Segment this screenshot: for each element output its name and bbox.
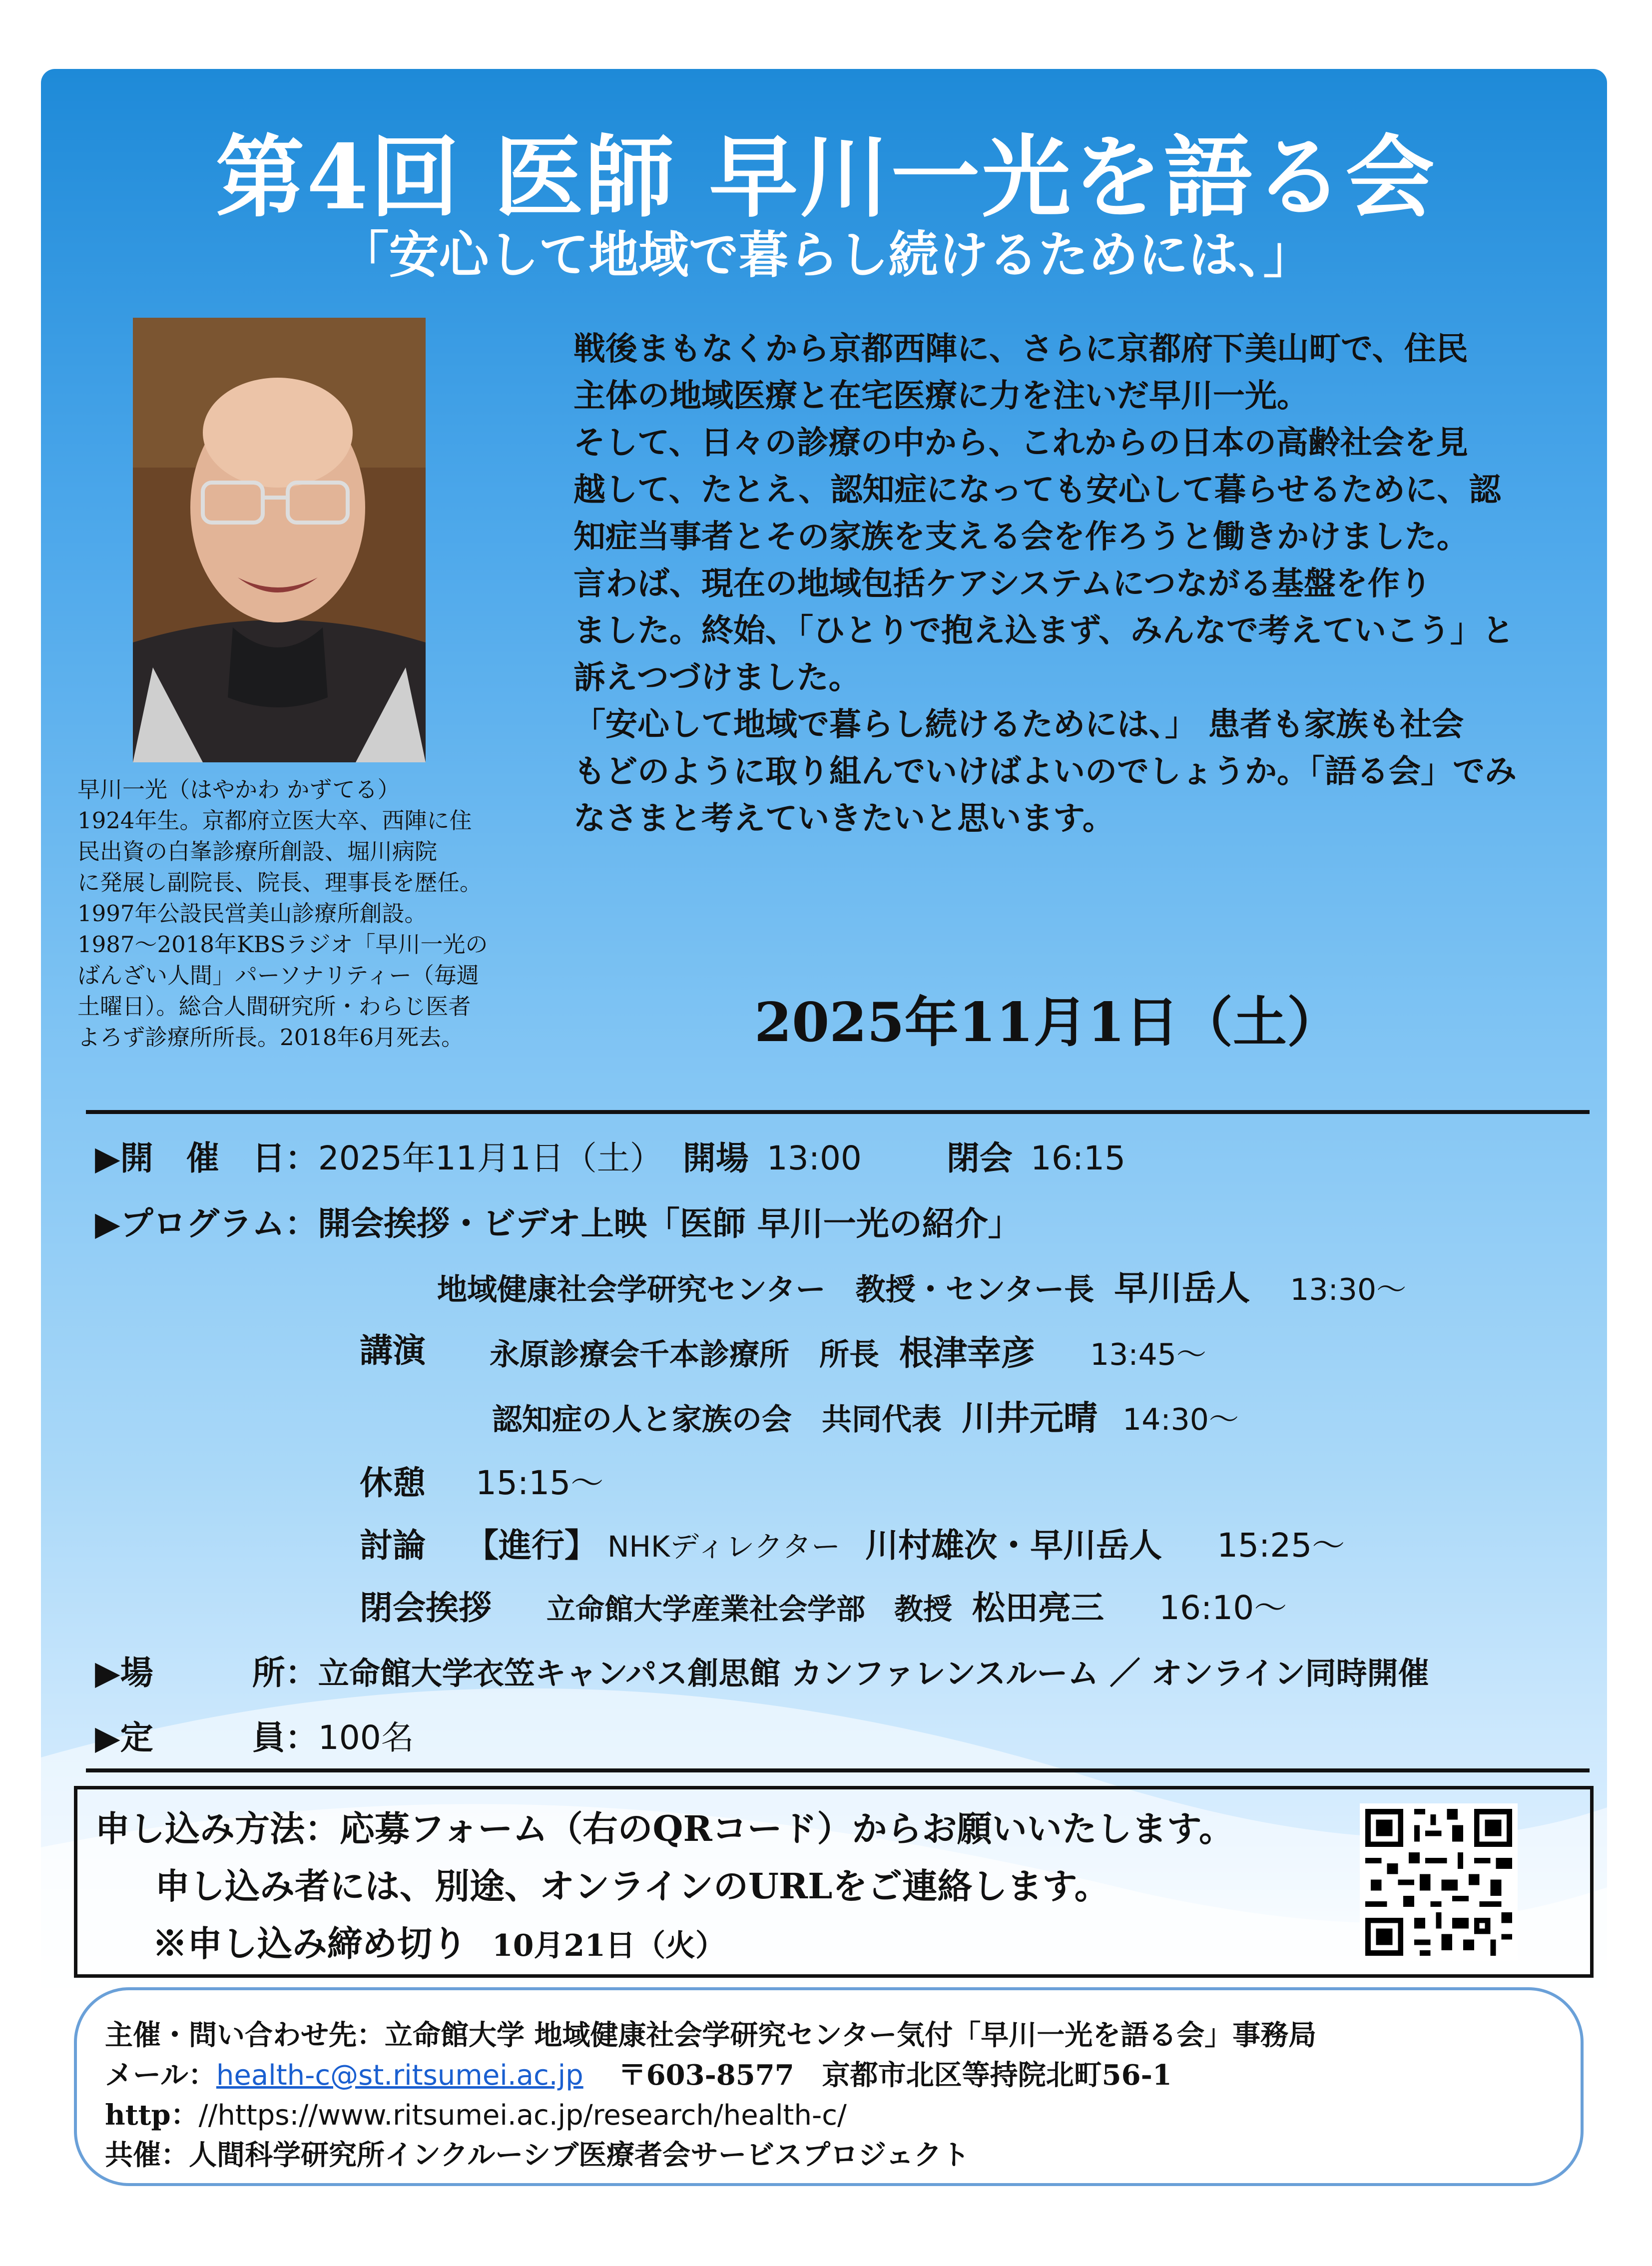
date-value: 2025年11月1日（土） bbox=[318, 1139, 663, 1177]
discussion-role: 【進行】 bbox=[466, 1526, 597, 1565]
deadline-label: ※申し込み締め切り bbox=[152, 1923, 467, 1964]
closing-org: 立命館大学産業社会学部 教授 bbox=[547, 1592, 953, 1626]
cohost-line bbox=[105, 2133, 970, 2173]
capacity-row bbox=[95, 1711, 414, 1758]
deadline-line bbox=[152, 1916, 725, 1966]
caption-line: 土曜日）。総合人間研究所・わらじ医者 bbox=[77, 993, 471, 1020]
apply-method-line bbox=[95, 1801, 1234, 1851]
lead-line: ました。終始、「ひとりで抱え込まず、みんなで考えていこう」と bbox=[573, 612, 1514, 649]
qr-code-icon[interactable] bbox=[1360, 1803, 1518, 1961]
speaker-row bbox=[437, 1261, 1406, 1310]
speaker-time: 13:30～ bbox=[1290, 1272, 1407, 1307]
caption-line: 1987～2018年KBSラジオ「早川一光の bbox=[77, 931, 488, 958]
lead-line: 「安心して地域で暮らし続けるためには、」 患者も家族も社会 bbox=[573, 706, 1464, 743]
apply-url-note: 申し込み者には、別途、オンラインのURLをご連絡します。 bbox=[155, 1865, 1109, 1907]
speaker-name: 根津幸彦 bbox=[899, 1333, 1036, 1373]
divider-top bbox=[86, 1110, 1590, 1114]
capacity-value: 100名 bbox=[318, 1718, 414, 1757]
lecture-label: 講演 bbox=[360, 1331, 426, 1370]
lead-line: 戦後まもなくから京都西陣に、さらに京都府下美山町で、住民 bbox=[573, 330, 1468, 368]
caption-line: ばんざい人間」パーソナリティー（毎週 bbox=[77, 962, 479, 989]
speaker-time: 14:30～ bbox=[1122, 1402, 1239, 1437]
website-url[interactable]: //https://www.ritsumei.ac.jp/research/health-c/ bbox=[198, 2099, 847, 2132]
venue-label: ▶場 所： bbox=[95, 1653, 318, 1692]
speaker-org: 永原診療会千本診療所 所長 bbox=[490, 1337, 879, 1372]
discussion-row bbox=[360, 1519, 1345, 1566]
speaker-name: 早川岳人 bbox=[1114, 1268, 1250, 1308]
speaker-org: 地域健康社会学研究センター 教授・センター長 bbox=[437, 1272, 1095, 1307]
organizer-line bbox=[105, 2013, 1316, 2053]
lead-line: 越して、たとえ、認知症になっても安心して暮らせるために、認 bbox=[573, 471, 1501, 509]
discussion-time: 15:25～ bbox=[1217, 1526, 1345, 1565]
close-label: 閉会 bbox=[946, 1138, 1013, 1177]
http-label: http： bbox=[105, 2099, 199, 2132]
portrait-photo bbox=[133, 318, 426, 762]
date-row bbox=[95, 1132, 1125, 1179]
capacity-label: ▶定 員： bbox=[95, 1718, 318, 1757]
lead-line: 知症当事者とその家族を支える会を作ろうと働きかけました。 bbox=[573, 518, 1469, 556]
speaker-org: 認知症の人と家族の会 共同代表 bbox=[492, 1402, 942, 1437]
open-label: 開場 bbox=[682, 1138, 749, 1177]
organizer-value: 立命館大学 地域健康社会学研究センター気付「早川一光を語る会」事務局 bbox=[385, 2019, 1317, 2052]
lead-line: 主体の地域医療と在宅医療に力を注いだ早川一光。 bbox=[573, 377, 1309, 415]
discussion-names: 川村雄次・早川岳人 bbox=[865, 1526, 1162, 1565]
caption-line: に発展し副院長、院長、理事長を歴任。 bbox=[77, 869, 483, 896]
caption-line: 民出資の白峯診療所創設、堀川病院 bbox=[77, 838, 438, 865]
open-time: 13:00 bbox=[766, 1139, 862, 1177]
cohost-label: 共催： bbox=[105, 2139, 189, 2172]
mail-line bbox=[105, 2053, 1172, 2093]
speaker-row bbox=[490, 1326, 1206, 1375]
page-subtitle: 「安心して地域で暮らし続けるためには、」 bbox=[339, 225, 1313, 284]
close-time: 16:15 bbox=[1030, 1139, 1126, 1177]
lead-line: 訴えつづけました。 bbox=[573, 659, 861, 696]
lead-line: 言わば、現在の地域包括ケアシステムにつながる基盤を作り bbox=[573, 565, 1432, 602]
program-label: ▶プログラム： bbox=[95, 1204, 318, 1243]
discussion-label: 討論 bbox=[360, 1526, 426, 1565]
break-row bbox=[360, 1456, 603, 1504]
speaker-time: 13:45～ bbox=[1090, 1337, 1206, 1372]
caption-line: よろず診療所所長。2018年6月死去。 bbox=[77, 1024, 464, 1051]
closing-row bbox=[360, 1581, 1287, 1629]
closing-time: 16:10～ bbox=[1159, 1589, 1287, 1627]
apply-method-label: 申し込み方法： bbox=[95, 1808, 340, 1849]
break-label: 休憩 bbox=[360, 1463, 426, 1502]
venue-row bbox=[95, 1646, 1429, 1694]
venue-value: 立命館大学衣笠キャンパス創思館 カンファレンスルーム ／ オンライン同時開催 bbox=[318, 1655, 1429, 1692]
event-date-heading: 2025年11月1日（土） bbox=[754, 991, 1341, 1054]
break-time: 15:15～ bbox=[476, 1464, 604, 1502]
lead-text bbox=[573, 326, 1517, 842]
discussion-org: NHKディレクター bbox=[607, 1530, 841, 1564]
closing-name: 松田亮三 bbox=[972, 1588, 1104, 1627]
caption-line: 早川一光（はやかわ かずてる） bbox=[77, 776, 400, 803]
page-title: 第4回 医師 早川一光を語る会 bbox=[215, 125, 1437, 229]
program-value: 開会挨拶・ビデオ上映「医師 早川一光の紹介」 bbox=[318, 1204, 1021, 1243]
divider-bottom bbox=[86, 1768, 1590, 1772]
date-label: ▶開 催 日： bbox=[95, 1138, 318, 1177]
lead-line: そして、日々の診療の中から、これからの日本の高齢社会を見 bbox=[573, 424, 1468, 462]
caption-line: 1997年公設民営美山診療所創設。 bbox=[77, 900, 427, 927]
speaker-row bbox=[492, 1391, 1239, 1440]
organizer-label: 主催・問い合わせ先： bbox=[105, 2019, 385, 2052]
lead-line: もどのように取り組んでいけばよいのでしょうか。「語る会」でみ bbox=[573, 753, 1517, 790]
apply-method-value: 応募フォーム（右のQRコード）からお願いいたします。 bbox=[340, 1808, 1234, 1849]
caption-line: 1924年生。京都府立医大卒、西陣に住 bbox=[77, 807, 472, 834]
cohost-value: 人間科学研究所インクルーシブ医療者会サービスプロジェクト bbox=[189, 2139, 970, 2172]
program-row bbox=[95, 1197, 1021, 1244]
email-link[interactable]: health-c@st.ritsumei.ac.jp bbox=[216, 2059, 583, 2092]
closing-label: 閉会挨拶 bbox=[360, 1588, 492, 1627]
mail-label: メール： bbox=[105, 2059, 216, 2092]
profile-caption bbox=[77, 774, 527, 1053]
url-line bbox=[105, 2093, 847, 2133]
speaker-name: 川井元晴 bbox=[962, 1398, 1098, 1438]
deadline-value: 10月21日（火） bbox=[492, 1928, 725, 1963]
postal-address: 〒603-8577 京都市北区等持院北町56-1 bbox=[618, 2059, 1172, 2092]
lead-line: なさまと考えていきたいと思います。 bbox=[573, 800, 1114, 837]
